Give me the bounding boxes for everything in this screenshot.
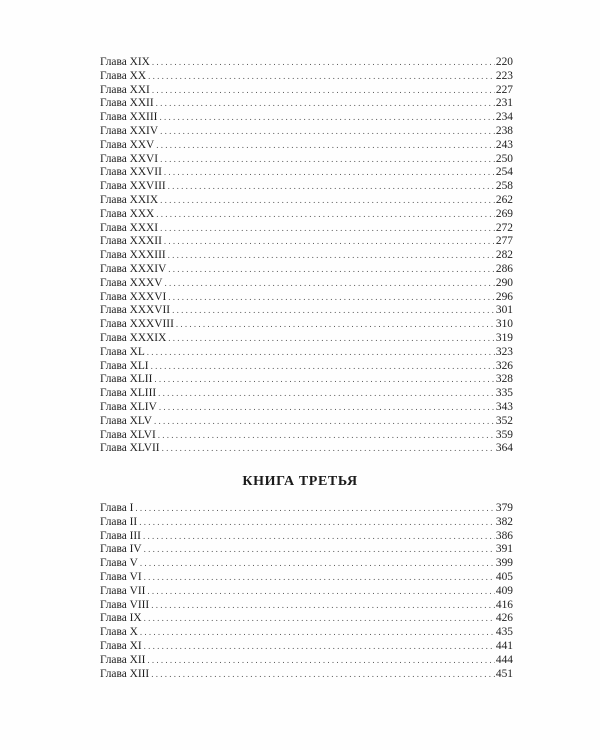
dot-leader	[172, 304, 495, 318]
dot-leader	[168, 291, 495, 305]
toc-entry[interactable]	[100, 654, 513, 668]
toc-entry[interactable]	[100, 543, 513, 557]
dot-leader	[159, 111, 494, 125]
toc-entry[interactable]	[100, 429, 513, 443]
dot-leader	[154, 373, 495, 387]
dot-leader	[164, 235, 495, 249]
page-number: 399	[495, 557, 513, 570]
chapter-label: Глава XL	[100, 345, 145, 358]
chapter-label: Глава III	[100, 529, 141, 542]
dot-leader	[176, 318, 495, 332]
chapter-label: Глава XXXIX	[100, 331, 167, 344]
dot-leader	[168, 332, 495, 346]
page-number: 405	[495, 570, 513, 583]
dot-leader	[144, 543, 495, 557]
page-number: 231	[495, 97, 513, 110]
page-number: 258	[495, 180, 513, 193]
page-number: 441	[495, 639, 513, 652]
page-number: 352	[495, 414, 513, 427]
chapter-label: Глава XI	[100, 639, 142, 652]
toc-entry[interactable]	[100, 84, 513, 98]
toc-entry[interactable]	[100, 387, 513, 401]
toc-entry[interactable]	[100, 125, 513, 139]
toc-list-continued	[100, 56, 513, 456]
chapter-label: Глава XLIV	[100, 400, 157, 413]
chapter-label: Глава XXXII	[100, 235, 162, 248]
chapter-label: Глава XXIV	[100, 124, 159, 137]
chapter-label: Глава XXXIII	[100, 249, 166, 262]
toc-entry[interactable]	[100, 502, 513, 516]
chapter-label: Глава II	[100, 515, 138, 528]
dot-leader	[135, 502, 495, 516]
page-number: 310	[495, 318, 513, 331]
chapter-label: Глава XIX	[100, 56, 150, 68]
chapter-label: Глава V	[100, 557, 138, 570]
page-number: 335	[495, 387, 513, 400]
chapter-label: Глава X	[100, 626, 138, 639]
toc-entry[interactable]	[100, 401, 513, 415]
dot-leader	[165, 277, 495, 291]
page-number: 220	[495, 56, 513, 68]
toc-entry[interactable]	[100, 599, 513, 613]
toc-entry[interactable]	[100, 153, 513, 167]
chapter-label: Глава XIII	[100, 667, 150, 680]
toc-entry[interactable]	[100, 415, 513, 429]
dot-leader	[147, 654, 494, 668]
dot-leader	[147, 585, 494, 599]
dot-leader	[139, 516, 495, 530]
chapter-label: Глава XLI	[100, 359, 149, 372]
chapter-label: Глава XXIII	[100, 111, 158, 124]
page-number: 277	[495, 235, 513, 248]
page-number: 328	[495, 373, 513, 386]
chapter-label: Глава VII	[100, 584, 146, 597]
page-number: 254	[495, 166, 513, 179]
page-number: 227	[495, 83, 513, 96]
dot-leader	[151, 599, 495, 613]
chapter-label: Глава XLII	[100, 373, 153, 386]
toc-entry[interactable]	[100, 571, 513, 585]
chapter-label: Глава XXXV	[100, 276, 163, 289]
dot-leader	[158, 387, 495, 401]
dot-leader	[160, 125, 495, 139]
page-number: 301	[495, 304, 513, 317]
toc-entry[interactable]	[100, 56, 513, 70]
page-number: 435	[495, 626, 513, 639]
page-number: 296	[495, 290, 513, 303]
chapter-label: Глава XXVIII	[100, 180, 166, 193]
page-number: 426	[495, 612, 513, 625]
dot-leader	[160, 222, 495, 236]
chapter-label: Глава XXIX	[100, 193, 159, 206]
dot-leader	[140, 626, 495, 640]
toc-entry[interactable]	[100, 235, 513, 249]
chapter-label: Глава XX	[100, 69, 147, 82]
page-number: 290	[495, 276, 513, 289]
toc-entry[interactable]	[100, 249, 513, 263]
toc-entry[interactable]	[100, 346, 513, 360]
page-number: 319	[495, 331, 513, 344]
page-number: 382	[495, 515, 513, 528]
toc-entry[interactable]	[100, 612, 513, 626]
chapter-label: Глава XXXVI	[100, 290, 167, 303]
toc-entry[interactable]	[100, 516, 513, 530]
book-three-heading: КНИГА ТРЕТЬЯ	[242, 474, 358, 489]
dot-leader	[151, 360, 495, 374]
page-number: 282	[495, 249, 513, 262]
dot-leader	[151, 668, 495, 682]
chapter-label: Глава XII	[100, 653, 146, 666]
toc-entry[interactable]	[100, 373, 513, 387]
dot-leader	[147, 346, 495, 360]
page-number: 286	[495, 262, 513, 275]
chapter-label: Глава XXXI	[100, 221, 159, 234]
page-number: 444	[495, 653, 513, 666]
chapter-label: Глава XXVI	[100, 152, 159, 165]
page-number: 272	[495, 221, 513, 234]
dot-leader	[148, 70, 495, 84]
dot-leader	[144, 571, 495, 585]
toc-entry[interactable]	[100, 585, 513, 599]
toc-entry[interactable]	[100, 360, 513, 374]
toc-entry[interactable]	[100, 557, 513, 571]
page-number: 451	[495, 667, 513, 680]
dot-leader	[140, 557, 495, 571]
dot-leader	[158, 429, 495, 443]
toc-entry[interactable]	[100, 166, 513, 180]
page-number: 386	[495, 529, 513, 542]
dot-leader	[168, 249, 495, 263]
toc-entry[interactable]	[100, 208, 513, 222]
dot-leader	[156, 97, 495, 111]
page-number: 262	[495, 193, 513, 206]
dot-leader	[162, 442, 495, 456]
page-number: 391	[495, 543, 513, 556]
page-number: 359	[495, 428, 513, 441]
chapter-label: Глава XLV	[100, 414, 152, 427]
chapter-label: Глава VI	[100, 570, 142, 583]
toc-entry[interactable]	[100, 668, 513, 682]
dot-leader	[168, 263, 495, 277]
toc-entry[interactable]	[100, 194, 513, 208]
page-number: 323	[495, 345, 513, 358]
toc-entry[interactable]	[100, 277, 513, 291]
chapter-label: Глава XLIII	[100, 387, 157, 400]
dot-leader	[156, 139, 495, 153]
page-number: 326	[495, 359, 513, 372]
dot-leader	[156, 208, 495, 222]
page-number: 250	[495, 152, 513, 165]
toc-entry[interactable]	[100, 180, 513, 194]
chapter-label: Глава XXI	[100, 83, 150, 96]
toc-entry[interactable]	[100, 304, 513, 318]
page-number: 416	[495, 598, 513, 611]
chapter-label: Глава XXVII	[100, 166, 162, 179]
chapter-label: Глава VIII	[100, 598, 150, 611]
toc-entry[interactable]	[100, 97, 513, 111]
dot-leader	[160, 194, 495, 208]
toc-entry[interactable]	[100, 318, 513, 332]
dot-leader	[144, 640, 495, 654]
page-number: 364	[495, 442, 513, 455]
chapter-label: Глава XXXVIII	[100, 318, 174, 331]
chapter-label: Глава XLVI	[100, 428, 156, 441]
dot-leader	[152, 56, 495, 70]
page-number: 343	[495, 400, 513, 413]
chapter-label: Глава XXXIV	[100, 262, 167, 275]
toc-entry[interactable]	[100, 530, 513, 544]
dot-leader	[152, 84, 495, 98]
chapter-label: Глава XXV	[100, 138, 155, 151]
chapter-label: Глава I	[100, 502, 134, 514]
toc-entry[interactable]	[100, 442, 513, 456]
chapter-label: Глава XLVII	[100, 442, 160, 455]
dot-leader	[160, 153, 495, 167]
page-number: 243	[495, 138, 513, 151]
chapter-label: Глава IV	[100, 543, 142, 556]
toc-entry[interactable]	[100, 139, 513, 153]
chapter-label: Глава XXX	[100, 207, 155, 220]
toc-entry[interactable]	[100, 111, 513, 125]
toc-entry[interactable]	[100, 332, 513, 346]
page-number: 409	[495, 584, 513, 597]
page-number: 238	[495, 124, 513, 137]
toc-entry[interactable]	[100, 70, 513, 84]
dot-leader	[168, 180, 495, 194]
dot-leader	[164, 166, 495, 180]
toc-entry[interactable]	[100, 640, 513, 654]
dot-leader	[144, 612, 495, 626]
dot-leader	[143, 530, 495, 544]
page-number: 234	[495, 111, 513, 124]
chapter-label: Глава IX	[100, 612, 142, 625]
page-number: 379	[495, 502, 513, 514]
dot-leader	[159, 401, 495, 415]
page-number: 269	[495, 207, 513, 220]
page-number: 223	[495, 69, 513, 82]
toc-entry[interactable]	[100, 626, 513, 640]
dot-leader	[154, 415, 495, 429]
toc-list-book-three	[100, 502, 513, 681]
chapter-label: Глава XXII	[100, 97, 154, 110]
toc-entry[interactable]	[100, 222, 513, 236]
toc-entry[interactable]	[100, 263, 513, 277]
chapter-label: Глава XXXVII	[100, 304, 171, 317]
toc-entry[interactable]	[100, 291, 513, 305]
